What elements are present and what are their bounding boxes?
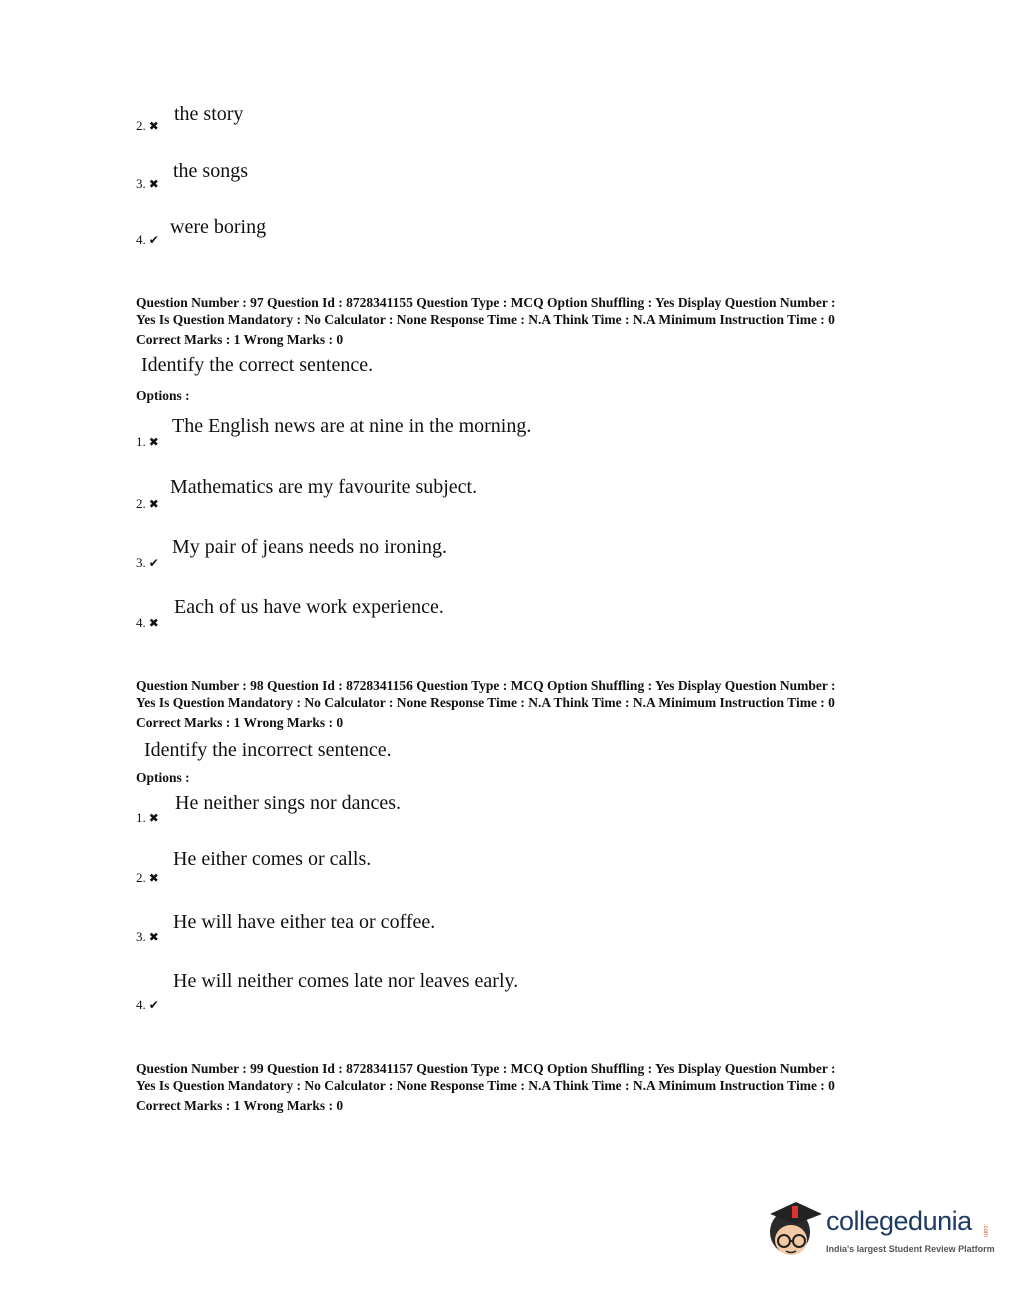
logo-com: .com — [982, 1224, 988, 1238]
cross-icon: ✖ — [148, 177, 159, 191]
option-number: 3. ✖ — [136, 176, 159, 191]
option-text: Each of us have work experience. — [174, 596, 444, 618]
logo-wordmark: collegedunia — [826, 1206, 972, 1236]
question-meta: Question Number : 97 Question Id : 8728341155 Question Type : MCQ Option Shuffling : Yes Display Question Number : Yes Is Question Mandatory : No Calculator : None Response Time : N.A Think Time : N.A Minimum Instruction Time : 0 Correct Marks : 1 Wrong Marks : 0 — [136, 295, 836, 347]
option-text: the story — [174, 103, 244, 125]
question-text: Identify the incorrect sentence. — [144, 739, 392, 761]
option-number: 2. ✖ — [136, 118, 159, 133]
check-icon: ✔ — [148, 233, 159, 247]
option-number: 3. ✖ — [136, 929, 159, 944]
check-icon: ✔ — [148, 556, 159, 570]
cross-icon: ✖ — [148, 497, 159, 511]
option-text: The English news are at nine in the morning. — [172, 415, 532, 437]
option-number: 3. ✔ — [136, 555, 159, 570]
option-number: 1. ✖ — [136, 434, 159, 449]
option-number: 4. ✔ — [136, 997, 159, 1012]
logo-tagline: India's largest Student Review Platform — [826, 1244, 995, 1254]
option-text: Mathematics are my favourite subject. — [170, 476, 478, 498]
mascot-icon — [766, 1198, 824, 1266]
option-number: 2. ✖ — [136, 496, 159, 511]
option-number: 1. ✖ — [136, 810, 159, 825]
question-meta: Question Number : 98 Question Id : 8728341156 Question Type : MCQ Option Shuffling : Yes Display Question Number : Yes Is Question Mandatory : No Calculator : None Response Time : N.A Think Time : N.A Minimum Instruction Time : 0 Correct Marks : 1 Wrong Marks : 0 — [136, 678, 836, 730]
question-text: Identify the correct sentence. — [141, 354, 374, 376]
option-number: 2. ✖ — [136, 870, 159, 885]
cross-icon: ✖ — [148, 811, 159, 825]
option-number: 4. ✔ — [136, 232, 159, 247]
cross-icon: ✖ — [148, 930, 159, 944]
cross-icon: ✖ — [148, 616, 159, 630]
option-text: He either comes or calls. — [173, 848, 372, 870]
options-label: Options : — [136, 770, 190, 785]
option-text: the songs — [173, 160, 248, 182]
option-text: were boring — [170, 216, 267, 238]
check-icon: ✔ — [148, 998, 159, 1012]
collegedunia-logo — [766, 1198, 996, 1270]
option-text: He will neither comes late nor leaves early. — [173, 970, 519, 992]
option-number: 4. ✖ — [136, 615, 159, 630]
cross-icon: ✖ — [148, 435, 159, 449]
cross-icon: ✖ — [148, 119, 159, 133]
question-meta: Question Number : 99 Question Id : 8728341157 Question Type : MCQ Option Shuffling : Yes Display Question Number : Yes Is Question Mandatory : No Calculator : None Response Time : N.A Think Time : N.A Minimum Instruction Time : 0 Correct Marks : 1 Wrong Marks : 0 — [136, 1061, 836, 1113]
option-text: He neither sings nor dances. — [175, 792, 402, 814]
cross-icon: ✖ — [148, 871, 159, 885]
option-text: My pair of jeans needs no ironing. — [172, 536, 447, 558]
option-text: He will have either tea or coffee. — [173, 911, 436, 933]
options-label: Options : — [136, 388, 190, 403]
